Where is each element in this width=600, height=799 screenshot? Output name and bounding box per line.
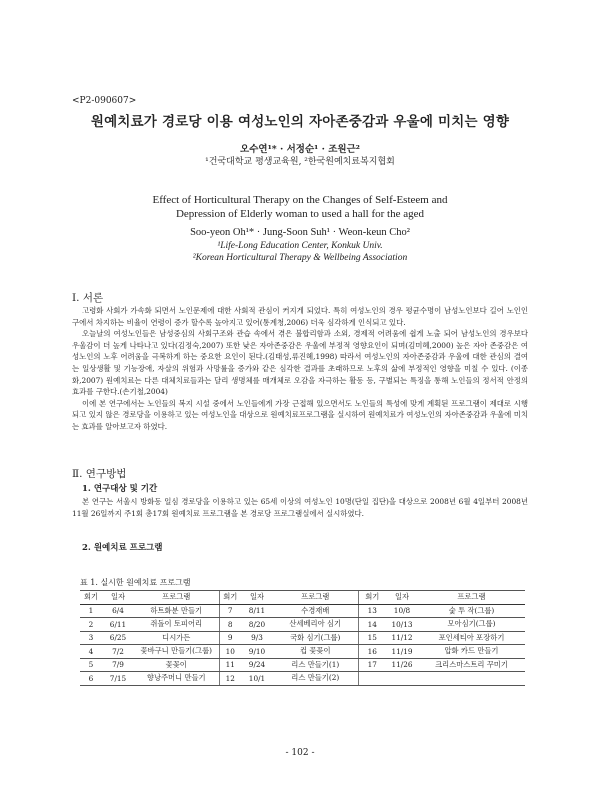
table-row — [80, 631, 525, 645]
table-cell — [386, 672, 418, 686]
table-cell: 17 — [358, 658, 386, 672]
table-row — [80, 658, 525, 672]
header-cell: 프로그램 — [273, 591, 358, 605]
korean-title: 원예치료가 경로당 이용 여성노인의 자아존중감과 우울에 미치는 영향 — [90, 114, 510, 130]
table-cell: 리스 만들기(2) — [273, 672, 358, 686]
paragraph: 고령화 사회가 가속화 되면서 노인문제에 대한 사회적 관심이 커지게 되었다. 특히 여성노인의 경우 평균수명이 남성노인보다 길어 노인인구에서 차지하는 비율이 연령이 증가 할수록 높아지고 있어(통계청,2006) 더욱 심각하게 인식되고 있다. — [72, 306, 528, 327]
paragraph: 이에 본 연구에서는 노인들의 복지 시설 중에서 노인들에게 가장 근접해 있으면서도 노인들의 특성에 맞게 계획된 프로그램이 제대로 시행되고 있지 않은 경로당을 이용하고 있는 여성노인을 대상으로 원예치료프로그램을 실시하여 원예치료가 여성노인의 자아존중감과 우울에 미치는 효과를 알아보고자 하였다. — [72, 398, 528, 431]
table-cell: 컵 꽃꽂이 — [273, 645, 358, 659]
table-cell: 하트화분 만들기 — [134, 604, 219, 618]
table-cell: 14 — [358, 618, 386, 632]
table-cell: 5 — [80, 658, 102, 672]
table-cell: 6 — [80, 672, 102, 686]
table-cell — [418, 672, 525, 686]
introduction-body — [72, 305, 528, 433]
subjects-body — [72, 496, 528, 519]
header-cell: 프로그램 — [134, 591, 219, 605]
table-cell: 디시가든 — [134, 631, 219, 645]
table-cell: 6/11 — [102, 618, 134, 632]
table-cell: 10/8 — [386, 604, 418, 618]
table-cell: 16 — [358, 645, 386, 659]
english-affiliation-1: ¹Life-Long Education Center, Konkuk Univ. — [217, 241, 383, 251]
table-cell: 수경재배 — [273, 604, 358, 618]
table-cell: 9 — [219, 631, 241, 645]
table-cell: 11/19 — [386, 645, 418, 659]
table-cell: 9/3 — [241, 631, 273, 645]
table-header-row — [80, 591, 525, 605]
table-cell: 10/13 — [386, 618, 418, 632]
table-cell: 꽃바구니 만들기(그룹) — [134, 645, 219, 659]
table-cell: 숯 투 작(그룹) — [418, 604, 525, 618]
page-number: - 102 - — [285, 748, 315, 758]
table-cell: 쥐돌이 토피어리 — [134, 618, 219, 632]
table-cell: 산세베리아 심기 — [273, 618, 358, 632]
section-heading-methods: Ⅱ. 연구방법 — [72, 468, 127, 480]
program-table — [80, 590, 525, 686]
header-cell: 일자 — [386, 591, 418, 605]
table-cell: 3 — [80, 631, 102, 645]
table-cell: 9/10 — [241, 645, 273, 659]
header-cell: 프로그램 — [418, 591, 525, 605]
english-title-line-2: Depression of Elderly woman to used a hall for the aged — [175, 208, 425, 220]
table-cell: 포인세티아 포장하기 — [418, 631, 525, 645]
table-cell: 7/15 — [102, 672, 134, 686]
table-row — [80, 645, 525, 659]
table-row — [80, 672, 525, 686]
table-cell: 4 — [80, 645, 102, 659]
table-cell: 10 — [219, 645, 241, 659]
table-row — [80, 618, 525, 632]
table-row — [80, 604, 525, 618]
english-title-line-1: Effect of Horticultural Therapy on the Changes of Self-Esteem and — [152, 194, 448, 206]
header-cell: 회기 — [358, 591, 386, 605]
table-cell: 7/2 — [102, 645, 134, 659]
table-cell: 7/9 — [102, 658, 134, 672]
table-cell: 15 — [358, 631, 386, 645]
table-cell: 10/1 — [241, 672, 273, 686]
table-cell: 모아심기(그룹) — [418, 618, 525, 632]
table-cell — [358, 672, 386, 686]
table-cell: 8/20 — [241, 618, 273, 632]
abstract-code: <P2-090607> — [72, 96, 137, 106]
korean-affiliations: ¹건국대학교 평생교육원, ²한국원예치료복지협회 — [205, 157, 395, 167]
table-cell: 2 — [80, 618, 102, 632]
english-authors: Soo-yeon Oh¹* · Jung-Soon Suh¹ · Weon-keun Cho² — [190, 227, 410, 238]
header-cell: 일자 — [241, 591, 273, 605]
subsection-heading-program: 2. 원예치료 프로그램 — [82, 543, 163, 553]
table-cell: 9/24 — [241, 658, 273, 672]
table-cell: 11/26 — [386, 658, 418, 672]
table-cell: 8/11 — [241, 604, 273, 618]
table-cell: 11 — [219, 658, 241, 672]
table-cell: 11/12 — [386, 631, 418, 645]
header-cell: 회기 — [219, 591, 241, 605]
table-cell: 6/25 — [102, 631, 134, 645]
korean-authors: 오수연¹* · 서정순¹ · 조원근² — [240, 144, 360, 155]
paragraph: 오늘날의 여성노인들은 남성중심의 사회구조와 관습 속에서 겪은 불합리함과 소외, 경제적 어려움에 쉽게 노출 되어 남성노인의 경우보다 우울감이 더 높게 나타나고 있다(김정숙,2007) 또한 낮은 자아존중감은 우울에 부정적 영향요인이 되며(김미혜,2000) 높은 자아 존중감은 여성노인의 노후 어려움을 극복하게 하는 중요한 요인이 된다.(김태성,류진혜,1998) 따라서 여성노인의 자아존중감과 우울에 대한 관심의 결여는 일상생활 및 기능장애, 자살의 위험과 사망률을 증가와 같은 심각한 결과를 초래하므로 노후의 삶에 부정적인 영향을 미칠 수 있다. (이종화,2007) 원예치료는 다른 대체치료들과는 달리 생명체를 매개체로 오감을 자극하는 활동 등, 구별되는 특징을 통해 노인들의 정서적 안정의 효과를 구한다.(손기철,2004) — [72, 329, 528, 397]
subsection-heading-subjects: 1. 연구대상 및 기간 — [82, 484, 158, 494]
table-cell: 12 — [219, 672, 241, 686]
table-cell: 크리스마스트리 꾸미기 — [418, 658, 525, 672]
table-cell: 1 — [80, 604, 102, 618]
table-cell: 7 — [219, 604, 241, 618]
table-cell: 압화 카드 만들기 — [418, 645, 525, 659]
table-cell: 13 — [358, 604, 386, 618]
table-cell: 향낭주머니 만들기 — [134, 672, 219, 686]
table-cell: 리스 만들기(1) — [273, 658, 358, 672]
table-cell: 국화 심기(그룹) — [273, 631, 358, 645]
table-caption: 표 1. 실시한 원예치료 프로그램 — [80, 578, 191, 587]
paragraph: 본 연구는 서울시 방화동 일심 경로당을 이용하고 있는 65세 이상의 여성노인 10명(단일 집단)을 대상으로 2008년 6월 4일부터 2008년 11월 26일까지 주1회 총17회 원예치료 프로그램을 본 경로당 프로그램실에서 실시하였다. — [72, 497, 528, 518]
header-cell: 일자 — [102, 591, 134, 605]
table-cell: 6/4 — [102, 604, 134, 618]
english-affiliation-2: ²Korean Horticultural Therapy & Wellbeing Association — [192, 253, 408, 263]
header-cell: 회기 — [80, 591, 102, 605]
table-cell: 8 — [219, 618, 241, 632]
english-title — [0, 193, 600, 221]
section-heading-introduction: Ⅰ. 서론 — [72, 292, 104, 304]
table-cell: 꽃꽂이 — [134, 658, 219, 672]
